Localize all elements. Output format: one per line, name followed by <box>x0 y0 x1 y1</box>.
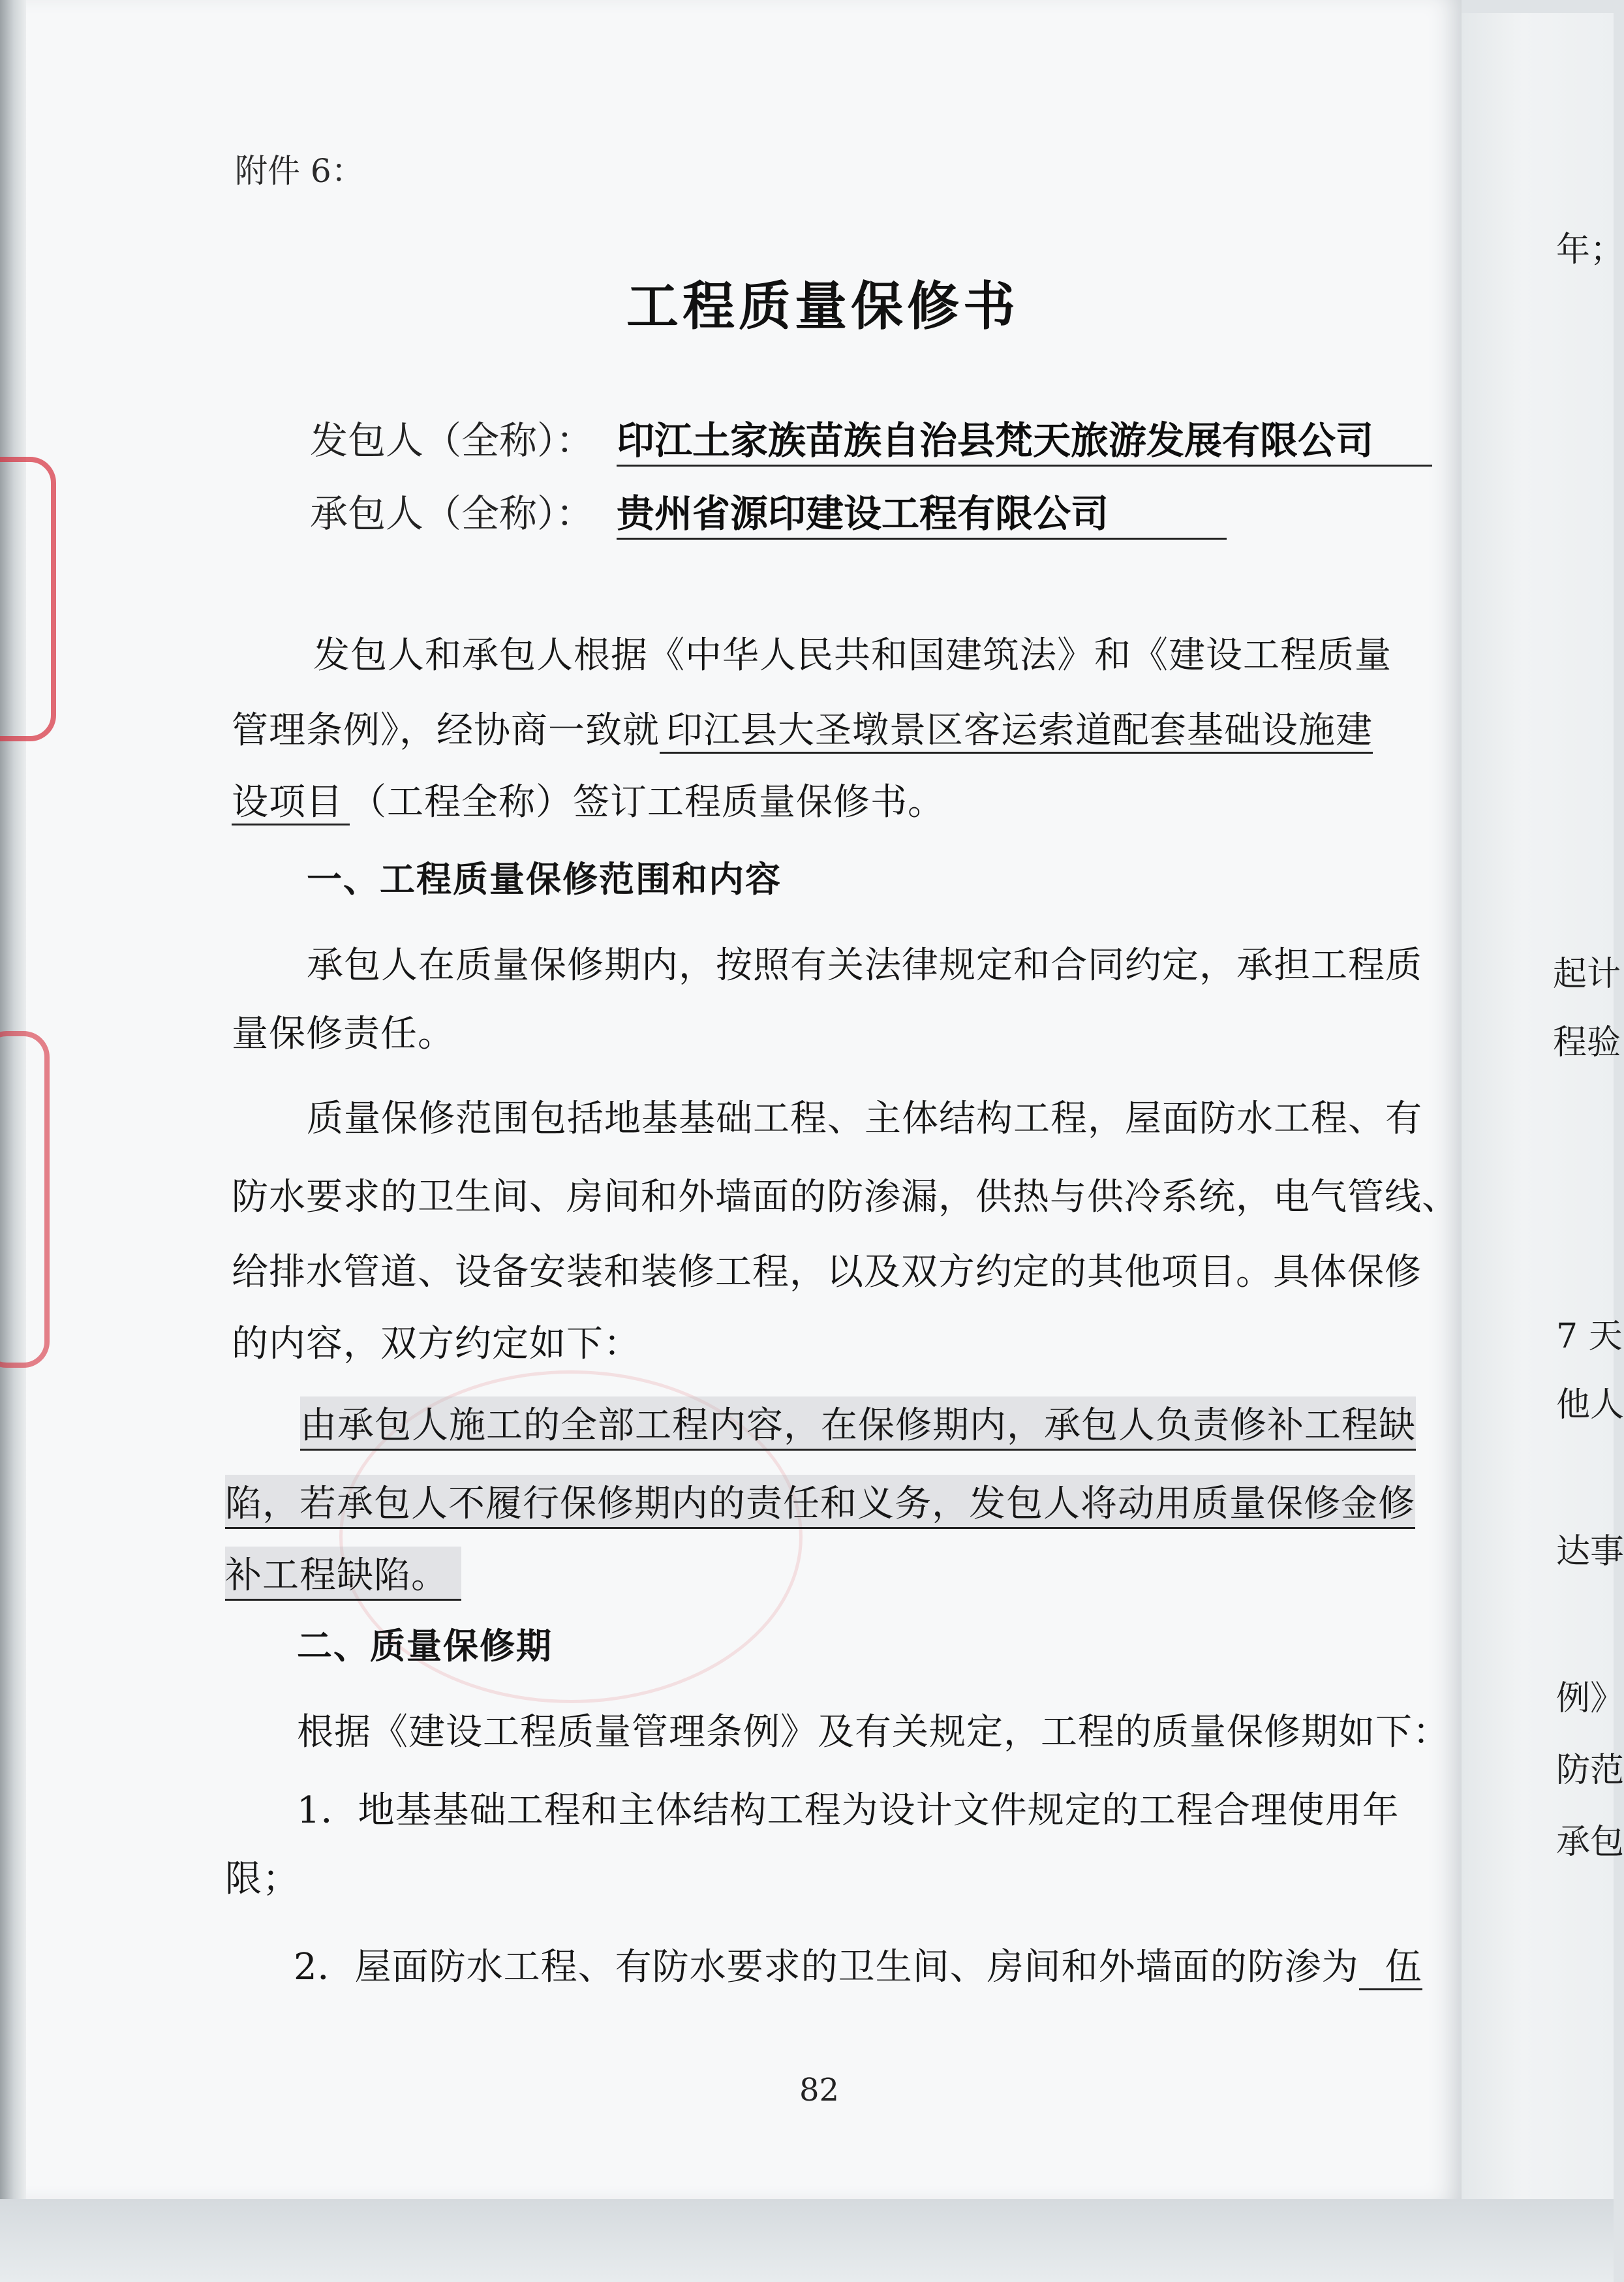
attachment-label: 附件 6： <box>235 152 364 190</box>
section-1-para-2-line: 防水要求的卫生间、房间和外墙面的防渗漏，供热与供冷系统，电气管线、 <box>232 1176 1459 1218</box>
intro-line-3-suffix: （工程全称）签订工程质量保修书。 <box>350 781 945 824</box>
section-2-heading: 二、质量保修期 <box>297 1626 553 1667</box>
red-seal-fragment <box>0 1031 50 1368</box>
adjacent-page-fragment: 承包 <box>1556 1823 1624 1862</box>
adjacent-page-fragment: 7 天 <box>1556 1317 1623 1356</box>
section-1-para-1-line: 承包人在质量保修期内，按照有关法律规定和合同约定，承担工程质 <box>307 944 1422 987</box>
section-2-intro: 根据《建设工程质量管理条例》及有关规定，工程的质量保修期如下： <box>297 1711 1450 1753</box>
agreed-content-line: 补工程缺陷。 <box>225 1547 461 1601</box>
project-name-part-1: 印江县大圣墩景区客运索道配套基础设施建 <box>660 709 1373 754</box>
section-1-para-2-line: 质量保修范围包括地基基础工程、主体结构工程，屋面防水工程、有 <box>307 1098 1422 1140</box>
red-seal-fragment <box>0 457 56 741</box>
contractor-name: 贵州省源印建设工程有限公司 <box>617 483 1227 540</box>
adjacent-page-fragment: 年； <box>1556 230 1624 270</box>
warranty-item-2-value: 伍 <box>1359 1946 1422 1990</box>
employer-label: 发包人（全称）： <box>310 418 594 463</box>
employer-name: 印江土家族苗族自治县梵天旅游发展有限公司 <box>617 410 1432 467</box>
intro-line-1: 发包人和承包人根据《中华人民共和国建筑法》和《建设工程质量 <box>313 634 1392 677</box>
intro-line-2-prefix: 管理条例》，经协商一致就 <box>232 709 660 752</box>
adjacent-page-fragment: 达事 <box>1556 1532 1624 1571</box>
section-1-para-2-line: 给排水管道、设备安装和装修工程，以及双方约定的其他项目。具体保修 <box>232 1251 1422 1293</box>
adjacent-page-fragment: 例》 <box>1556 1679 1624 1718</box>
warranty-item-2-prefix: 2．屋面防水工程、有防水要求的卫生间、房间和外墙面的防渗为 <box>294 1946 1359 1988</box>
adjacent-page-fragment: 防范 <box>1556 1751 1624 1790</box>
intro-line-3 <box>232 773 945 825</box>
warranty-item-1-line: 限； <box>225 1858 299 1900</box>
adjacent-page <box>1462 13 1614 2199</box>
agreed-content-line: 由承包人施工的全部工程内容，在保修期内，承包人负责修补工程缺 <box>300 1396 1416 1451</box>
warranty-item-2-line <box>294 1938 1422 1990</box>
section-1-para-2-line: 的内容，双方约定如下： <box>232 1323 641 1365</box>
document-title: 工程质量保修书 <box>626 275 1019 337</box>
page-number: 82 <box>799 2072 840 2108</box>
project-name-part-2: 设项目 <box>232 781 350 825</box>
adjacent-page-fragment: 他人 <box>1556 1385 1624 1425</box>
scanner-bed <box>0 2199 1614 2282</box>
adjacent-page-fragment: 程验 <box>1553 1023 1621 1062</box>
section-1-heading: 一、工程质量保修范围和内容 <box>307 859 782 900</box>
intro-line-2 <box>232 702 1373 754</box>
contractor-label: 承包人（全称）： <box>310 491 594 536</box>
adjacent-page-fragment: 起计 <box>1553 955 1621 994</box>
warranty-item-1-line: 1．地基基础工程和主体结构工程为设计文件规定的工程合理使用年 <box>297 1789 1400 1832</box>
section-1-para-1-line: 量保修责任。 <box>232 1013 455 1055</box>
agreed-content-line: 陷，若承包人不履行保修期内的责任和义务，发包人将动用质量保修金修 <box>225 1475 1415 1529</box>
